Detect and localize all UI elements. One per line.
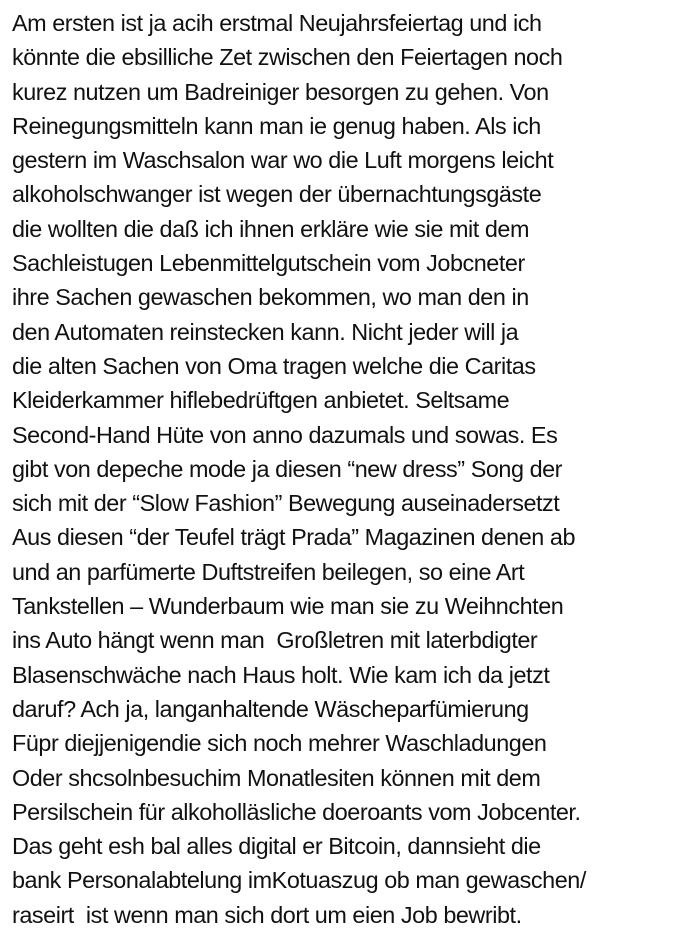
text-line: Tankstellen – Wunderbaum wie man sie zu Weihnchten [12,593,564,620]
text-line: ihre Sachen gewaschen bekommen, wo man den in [12,284,529,311]
text-line: Oder shcsolnbesuchim Monatlesiten können mit dem [12,764,541,791]
text-line: Das geht esh bal alles digital er Bitcoin, dannsieht die [12,833,541,860]
text-line: Kleiderkammer hiflebedrüftgen anbietet. Seltsame [12,387,510,414]
text-line: könnte die ebsilliche Zet zwischen den Feiertagen noch [12,44,563,71]
text-line: Persilschein für alkoholläsliche doeroants vom Jobcenter. [12,798,581,825]
text-line: die wollten die daß ich ihnen erkläre wie sie mit dem [12,215,529,242]
text-line: gibt von depeche mode ja diesen “new dress” Song der [12,455,563,482]
text-line: und an parfümerte Duftstreifen beilegen, so eine Art [12,558,525,585]
text-line: Reinegungsmitteln kann man ie genug haben. Als ich [12,112,541,139]
text-line: kurez nutzen um Badreiniger besorgen zu gehen. Von [12,78,549,105]
text-line: Blasenschwäche nach Haus holt. Wie kam ich da jetzt [12,661,550,688]
text-line: Füpr diejjenigendie sich noch mehrer Waschladungen [12,730,547,757]
text-line: sich mit der “Slow Fashion” Bewegung auseinadersetzt [12,490,560,517]
text-line: ins Auto hängt wenn man Großletren mit laterbdigter [12,627,538,654]
text-line: Am ersten ist ja acih erstmal Neujahrsfeiertag und ich [12,10,542,36]
text-line: raseirt ist wenn man sich dort um eien Job bewribt. [12,901,522,928]
text-line: gestern im Waschsalon war wo die Luft morgens leicht [12,147,554,174]
paragraph [12,6,684,932]
text-line: Aus diesen “der Teufel trägt Prada” Magazinen denen ab [12,524,576,551]
text-line: die alten Sachen von Oma tragen welche die Caritas [12,352,536,379]
text-line: den Automaten reinstecken kann. Nicht jeder will ja [12,318,519,345]
text-line: daruf? Ach ja, langanhaltende Wäscheparfümierung [12,695,529,722]
text-line: bank Personalabtelung imKotuaszug ob man gewaschen/ [12,867,586,894]
text-line: Sachleistugen Lebenmittelgutschein vom Jobcneter [12,250,525,277]
text-line: alkoholschwanger ist wegen der übernachtungsgäste [12,181,542,208]
text-line: Second-Hand Hüte von anno dazumals und sowas. Es [12,421,558,448]
